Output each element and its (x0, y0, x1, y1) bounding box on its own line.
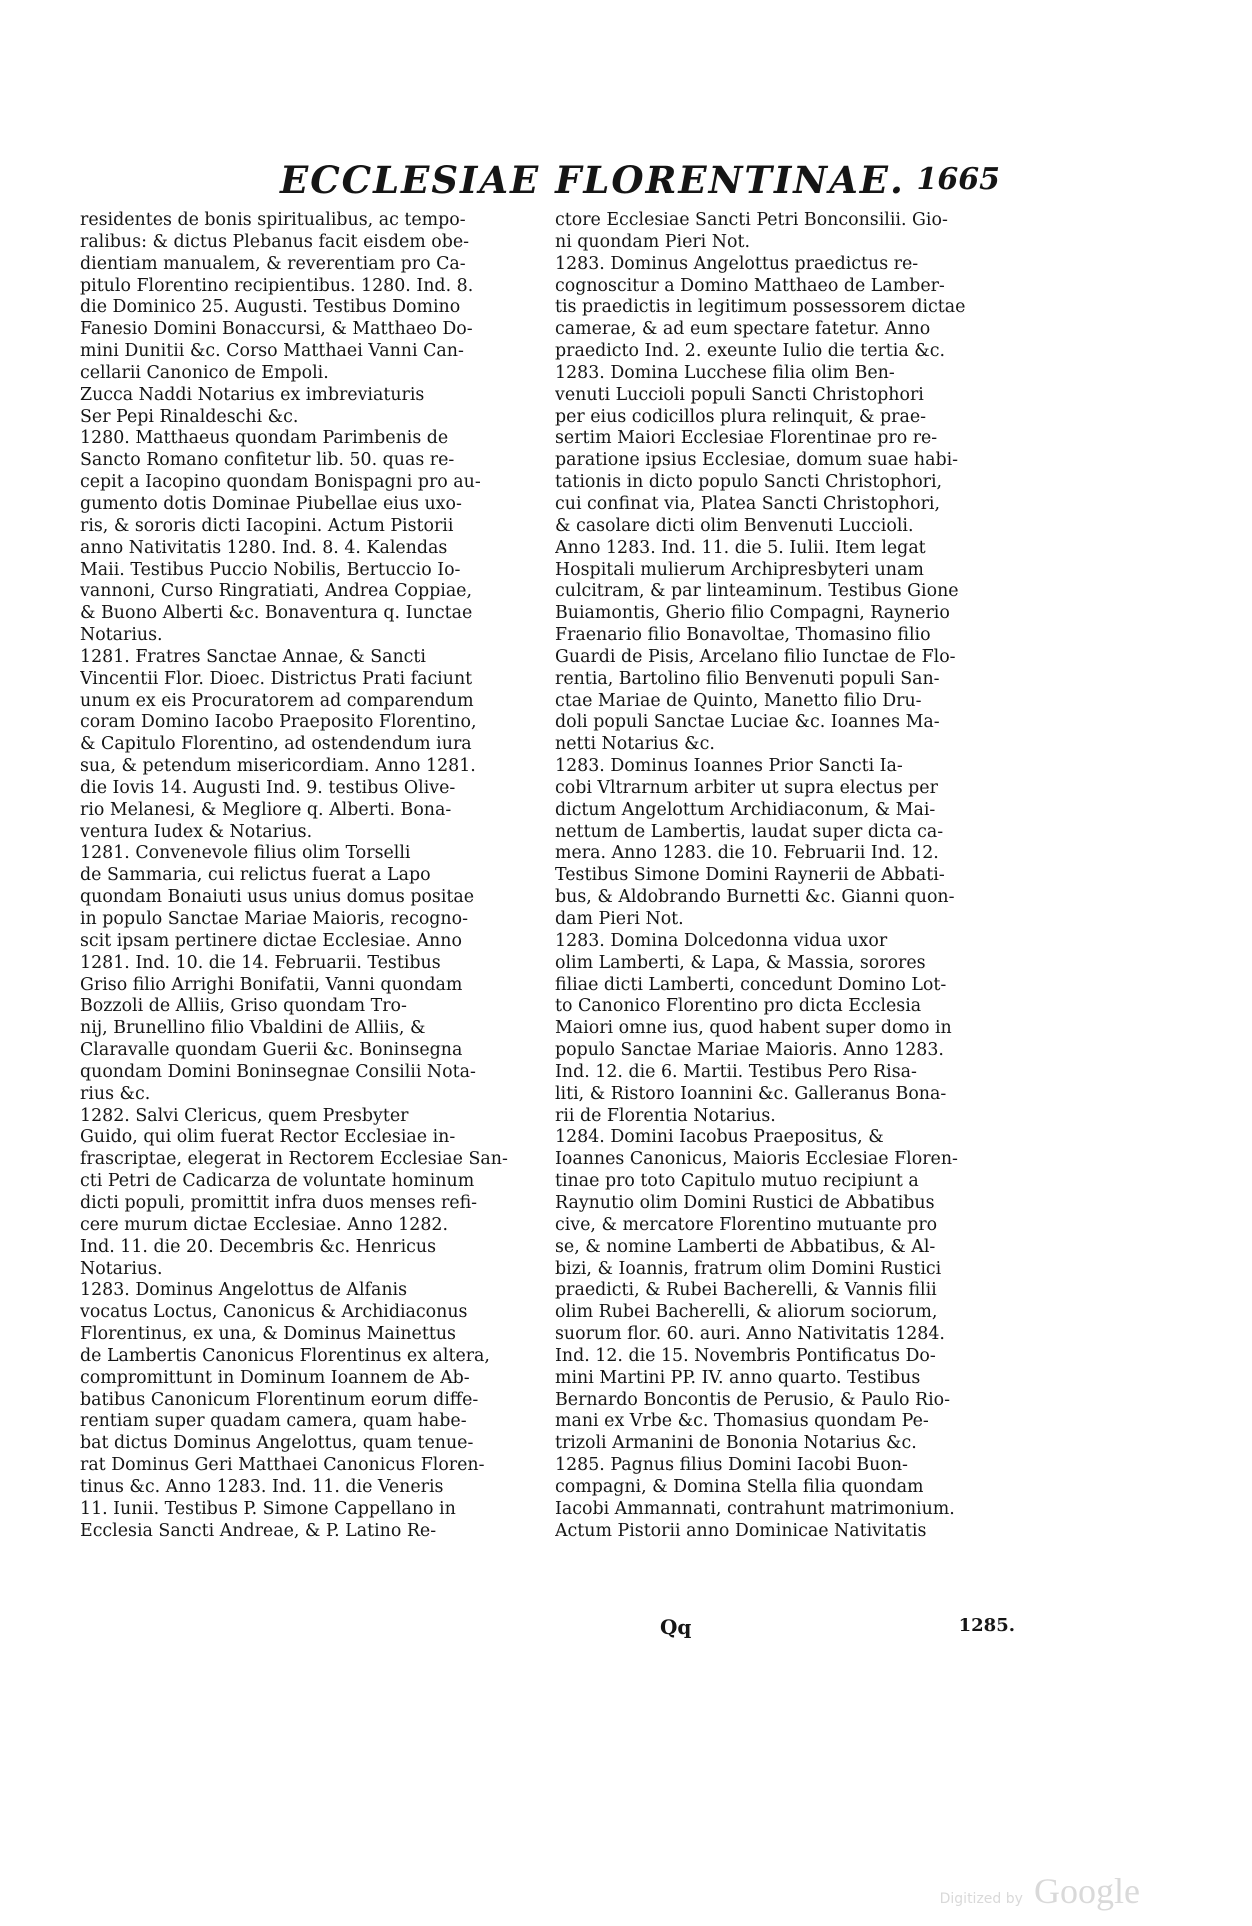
text-line: & Buono Alberti &c. Bonaventura q. Iunctae (80, 603, 473, 624)
page-header (280, 158, 1000, 204)
text-line: mani ex Vrbe &c. Thomasius quondam Pe- (555, 1411, 929, 1432)
text-line: to Canonico Florentino pro dicta Ecclesia (555, 996, 922, 1017)
text-line: & Capitulo Florentino, ad ostendendum iura (80, 734, 472, 755)
text-line: 1280. Matthaeus quondam Parimbenis de (80, 428, 449, 449)
watermark-logo: Google (1034, 1871, 1140, 1911)
text-line: ralibus: & dictus Plebanus facit eisdem obe- (80, 231, 470, 252)
text-line: populo Sanctae Mariae Maioris. Anno 1283. (555, 1040, 944, 1061)
text-line: rat Dominus Geri Matthaei Canonicus Floren- (80, 1455, 485, 1476)
text-line: dientiam manualem, & reverentiam pro Ca- (80, 253, 466, 274)
text-line: dam Pieri Not. (555, 909, 684, 929)
text-line: 1285. Pagnus filius Domini Iacobi Buon- (555, 1455, 908, 1476)
text-line: Fanesio Domini Bonaccursi, & Matthaeo Do- (80, 319, 473, 340)
text-line: pitulo Florentino recipientibus. 1280. Ind. 8. (80, 275, 474, 296)
text-line: Fraenario filio Bonavoltae, Thomasino filio (555, 625, 931, 646)
text-line: Hospitali mulierum Archipresbyteri unam (555, 559, 924, 580)
text-line: dictum Angelottum Archidiaconum, & Mai- (555, 799, 936, 820)
text-line: Zucca Naddi Notarius ex imbreviaturis (80, 384, 425, 405)
text-line: ctore Ecclesiae Sancti Petri Bonconsilii. Gio- (555, 210, 948, 230)
catchword: 1285. (958, 1615, 1015, 1636)
text-line: 1282. Salvi Clericus, quem Presbyter (80, 1105, 409, 1126)
text-line: unum ex eis Procuratorem ad comparendum (80, 690, 474, 711)
text-line: gumento dotis Dominae Piubellae eius uxo- (80, 493, 462, 514)
text-line: Ind. 12. die 15. Novembris Pontificatus Do- (555, 1345, 936, 1366)
text-line: olim Lamberti, & Lapa, & Massia, sorores (555, 952, 926, 973)
text-line: die Iovis 14. Augusti Ind. 9. testibus Olive- (80, 777, 456, 798)
text-line: batibus Canonicum Florentinum eorum diffe- (80, 1389, 479, 1410)
text-line: in populo Sanctae Mariae Maioris, recogno- (80, 909, 468, 929)
text-line: praedicto Ind. 2. exeunte Iulio die tertia &c. (555, 341, 945, 362)
text-line: sua, & petendum misericordiam. Anno 1281. (80, 756, 476, 777)
page-number: 1665 (916, 162, 1000, 197)
text-line: 1281. Fratres Sanctae Annae, & Sancti (80, 646, 426, 667)
text-line: trizoli Armanini de Bononia Notarius &c. (555, 1433, 917, 1454)
text-line: Ioannes Canonicus, Maioris Ecclesiae Floren- (555, 1149, 958, 1170)
text-line: dicti populi, promittit infra duos menses refi- (80, 1192, 478, 1213)
text-line: camerae, & ad eum spectare fatetur. Anno (555, 319, 931, 340)
text-line: se, & nomine Lamberti de Abbatibus, & Al- (555, 1236, 936, 1257)
text-line: 1283. Domina Lucchese filia olim Ben- (555, 362, 895, 383)
text-line: Testibus Simone Domini Raynerii de Abbati- (555, 865, 945, 886)
text-line: de Sammaria, cui relictus fuerat a Lapo (80, 865, 431, 886)
text-line: nettum de Lambertis, laudat super dicta ca- (555, 821, 944, 842)
text-line: ni quondam Pieri Not. (555, 231, 750, 252)
text-line: rentiam super quadam camera, quam habe- (80, 1411, 467, 1432)
text-line: Florentinus, ex una, & Dominus Mainettus (80, 1324, 456, 1345)
text-line: praedicti, & Rubei Bacherelli, & Vannis filii (555, 1280, 937, 1301)
text-line: netti Notarius &c. (555, 734, 715, 755)
digitized-watermark (940, 1870, 1140, 1912)
text-line: Ecclesia Sancti Andreae, & P. Latino Re- (80, 1520, 437, 1541)
text-line: Griso filio Arrighi Bonifatii, Vanni quondam (80, 974, 463, 995)
text-line: die Dominico 25. Augusti. Testibus Domino (80, 297, 461, 318)
text-line: cepit a Iacopino quondam Bonispagni pro au- (80, 472, 481, 493)
text-line: 1283. Dominus Ioannes Prior Sancti Ia- (555, 756, 903, 777)
text-line: culcitram, & par linteaminum. Testibus Gione (555, 581, 959, 602)
text-line: cui confinat via, Platea Sancti Christophori, (555, 493, 941, 514)
text-line: Sancto Romano confitetur lib. 50. quas re- (80, 450, 455, 471)
text-line: vocatus Loctus, Canonicus & Archidiaconus (80, 1302, 468, 1323)
text-line: cognoscitur a Domino Matthaeo de Lamber- (555, 275, 945, 296)
text-line: ctae Mariae de Quinto, Manetto filio Dru- (555, 690, 922, 711)
text-line: Iacobi Ammannati, contrahunt matrimonium. (555, 1498, 955, 1519)
text-line: mera. Anno 1283. die 10. Februarii Ind. 12. (555, 843, 939, 864)
text-line: 1281. Ind. 10. die 14. Februarii. Testibus (80, 952, 441, 973)
text-line: tationis in dicto populo Sancti Christophori, (555, 472, 943, 493)
signature-mark: Qq (660, 1615, 692, 1639)
text-line: 1283. Dominus Angelottus praedictus re- (555, 253, 919, 274)
text-line: cobi Vltrarnum arbiter ut supra electus per (555, 777, 938, 798)
running-title: ECCLESIAE FLORENTINAE. (280, 158, 905, 202)
text-line: cellarii Canonico de Empoli. (80, 362, 329, 383)
text-line: 1281. Convenevole filius olim Torselli (80, 843, 411, 864)
text-line: de Lambertis Canonicus Florentinus ex altera, (80, 1345, 490, 1366)
text-line: quondam Domini Boninsegnae Consilii Nota- (80, 1061, 476, 1082)
text-line: vannoni, Curso Ringratiati, Andrea Coppiae, (80, 581, 473, 602)
text-line: Ser Pepi Rinaldeschi &c. (80, 406, 299, 427)
text-line: residentes de bonis spiritualibus, ac tempo- (80, 210, 466, 230)
page-footer (555, 1615, 1015, 1647)
text-line: 11. Iunii. Testibus P. Simone Cappellano in (80, 1498, 456, 1519)
text-line: anno Nativitatis 1280. Ind. 8. 4. Kalendas (80, 537, 448, 558)
text-line: coram Domino Iacobo Praeposito Florentino, (80, 712, 477, 733)
watermark-prefix: Digitized by (939, 1891, 1023, 1907)
text-line: scit ipsam pertinere dictae Ecclesiae. Anno (80, 930, 462, 951)
text-line: nij, Brunellino filio Vbaldini de Alliis, & (80, 1018, 426, 1039)
text-line: filiae dicti Lamberti, concedunt Domino Lot- (555, 974, 947, 995)
text-line: Anno 1283. Ind. 11. die 5. Iulii. Item legat (555, 537, 926, 558)
text-line: cive, & mercatore Florentino mutuante pro (555, 1214, 938, 1235)
text-line: tinae pro toto Capitulo mutuo recipiunt a (555, 1171, 919, 1192)
text-line: Ind. 12. die 6. Martii. Testibus Pero Risa- (555, 1061, 917, 1082)
text-line: doli populi Sanctae Luciae &c. Ioannes Ma- (555, 712, 940, 733)
text-line: Maii. Testibus Puccio Nobilis, Bertuccio Io- (80, 559, 461, 580)
text-line: olim Rubei Bacherelli, & aliorum sociorum, (555, 1302, 938, 1323)
right-column (555, 210, 1015, 1542)
text-line: mini Dunitii &c. Corso Matthaei Vanni Can- (80, 341, 464, 362)
text-line: venuti Luccioli populi Sancti Christophori (555, 384, 924, 405)
text-line: Claravalle quondam Guerii &c. Boninsegna (80, 1040, 463, 1061)
text-line: Notarius. (80, 1258, 163, 1279)
text-line: Maiori omne ius, quod habent super domo in (555, 1018, 952, 1039)
text-line: cere murum dictae Ecclesiae. Anno 1282. (80, 1214, 448, 1235)
text-line: quondam Bonaiuti usus unius domus positae (80, 887, 475, 908)
text-line: sertim Maiori Ecclesiae Florentinae pro re- (555, 428, 938, 449)
text-line: compromittunt in Dominum Ioannem de Ab- (80, 1367, 470, 1388)
left-column (80, 210, 540, 1542)
text-line: rio Melanesi, & Megliore q. Alberti. Bona- (80, 799, 452, 820)
text-line: Notarius. (80, 625, 163, 646)
text-line: 1283. Dominus Angelottus de Alfanis (80, 1280, 408, 1301)
text-line: Bernardo Boncontis de Perusio, & Paulo Rio- (555, 1389, 951, 1410)
text-line: Guido, qui olim fuerat Rector Ecclesiae in- (80, 1127, 456, 1148)
text-line: compagni, & Domina Stella filia quondam (555, 1476, 924, 1497)
text-line: rius &c. (80, 1083, 151, 1104)
text-line: paratione ipsius Ecclesiae, domum suae habi- (555, 450, 959, 471)
text-line: bat dictus Dominus Angelottus, quam tenue- (80, 1433, 474, 1454)
text-line: rentia, Bartolino filio Benvenuti populi San- (555, 668, 940, 689)
text-line: Ind. 11. die 20. Decembris &c. Henricus (80, 1236, 437, 1257)
text-line: cti Petri de Cadicarza de voluntate hominum (80, 1171, 475, 1192)
text-line: Raynutio olim Domini Rustici de Abbatibus (555, 1192, 935, 1213)
text-line: per eius codicillos plura relinquit, & prae- (555, 406, 926, 427)
text-line: tinus &c. Anno 1283. Ind. 11. die Veneris (80, 1476, 444, 1497)
text-line: tis praedictis in legitimum possessorem dictae (555, 297, 966, 318)
text-line: 1284. Domini Iacobus Praepositus, & (555, 1127, 884, 1148)
text-line: bus, & Aldobrando Burnetti &c. Gianni quon- (555, 887, 955, 908)
text-line: 1283. Domina Dolcedonna vidua uxor (555, 930, 888, 951)
text-line: frascriptae, elegerat in Rectorem Ecclesiae San- (80, 1149, 508, 1170)
text-line: Vincentii Flor. Dioec. Districtus Prati faciunt (80, 668, 473, 689)
text-line: Bozzoli de Alliis, Griso quondam Tro- (80, 996, 407, 1017)
text-line: liti, & Ristoro Ioannini &c. Galleranus Bona- (555, 1083, 947, 1104)
text-line: Buiamontis, Gherio filio Compagni, Raynerio (555, 603, 950, 624)
text-line: Actum Pistorii anno Dominicae Nativitatis (555, 1520, 927, 1541)
text-line: suorum flor. 60. auri. Anno Nativitatis 1284. (555, 1324, 945, 1345)
text-line: & casolare dicti olim Benvenuti Luccioli. (555, 515, 914, 536)
text-line: ris, & sororis dicti Iacopini. Actum Pistorii (80, 515, 454, 536)
text-line: mini Martini PP. IV. anno quarto. Testibus (555, 1367, 921, 1388)
text-line: rii de Florentia Notarius. (555, 1105, 776, 1126)
text-line: Guardi de Pisis, Arcelano filio Iunctae de Flo- (555, 646, 956, 667)
text-line: bizi, & Ioannis, fratrum olim Domini Rustici (555, 1258, 942, 1279)
text-line: ventura Iudex & Notarius. (80, 821, 313, 842)
